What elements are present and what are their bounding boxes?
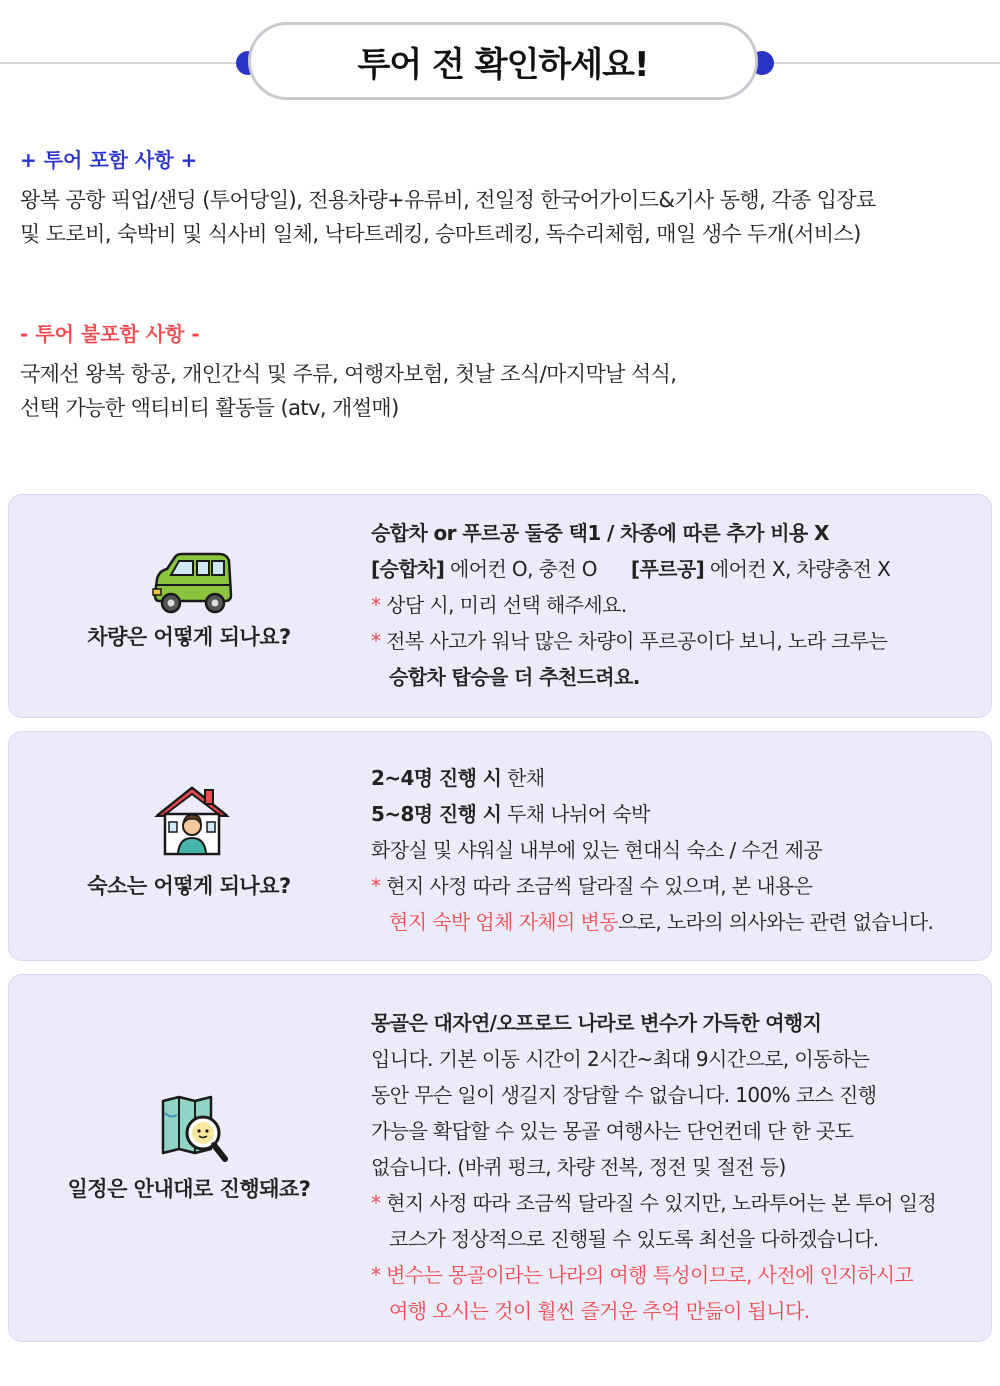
excluded-section [20,318,980,425]
vehicle-note-1 [371,587,971,623]
vehicle-option-van-label: [승합차] [371,557,445,581]
accommodation-note-2-highlight: 현지 숙박 업체 자체의 변동 [389,910,618,934]
vehicle-option-purgon-desc: 에어컨 X, 차량충전 X [704,557,891,581]
map-search-icon [149,1093,235,1167]
excluded-line-2: 선택 가능한 액티비티 활동들 (atv, 개썰매) [20,396,399,420]
accommodation-line-3: 화장실 및 샤워실 내부에 있는 현대식 숙소 / 수건 제공 [371,838,823,862]
vehicle-note-2 [371,623,971,659]
faq-question-vehicle: 차량은 어떻게 되나요? [87,625,291,649]
included-section [20,144,980,251]
faq-card-accommodation [8,731,992,961]
vehicle-line-1: 승합차 or 푸르공 둘중 택1 / 차종에 따른 추가 비용 X [371,521,829,545]
schedule-line-4: 가능을 확답할 수 있는 몽골 여행사는 단언컨데 단 한 곳도 [371,1119,854,1143]
page-header [0,0,1000,120]
faq-card-schedule [8,974,992,1342]
faq-card-vehicle [8,494,992,718]
accommodation-line-2-bold: 5~8명 진행 시 [371,802,502,826]
faq-answer-schedule [371,1005,971,1329]
faq-card-left [9,732,369,960]
schedule-note-4: 여행 오시는 것이 훨씬 즐거운 추억 만듦이 됩니다. [389,1299,810,1323]
vehicle-note-3: 승합차 탑승을 더 추천드려요. [389,665,640,689]
asterisk: * [371,874,381,898]
asterisk: * [371,1191,381,1215]
vehicle-note-2-text: 전복 사고가 워낙 많은 차량이 푸르공이다 보니, 노라 크루는 [380,629,888,653]
excluded-body [20,357,980,425]
included-line-2: 및 도로비, 숙박비 및 식사비 일체, 낙타트레킹, 승마트레킹, 독수리체험, 매일 생수 두개(서비스) [20,222,861,246]
schedule-note-1 [371,1185,971,1221]
faq-question-schedule: 일정은 안내대로 진행돼죠? [67,1177,311,1201]
accommodation-note-1-text: 현지 사정 따라 조금씩 달라질 수 있으며, 본 내용은 [380,874,813,898]
included-body [20,183,980,251]
asterisk: * [371,593,381,617]
van-icon [149,549,235,623]
accommodation-line-1-bold: 2~4명 진행 시 [371,766,502,790]
schedule-note-1-text: 현지 사정 따라 조금씩 달라질 수 있지만, 노라투어는 본 투어 일정 [380,1191,937,1215]
schedule-note-3: * 변수는 몽골이라는 나라의 여행 특성이므로, 사전에 인지하시고 [371,1263,914,1287]
schedule-line-1: 몽골은 대자연/오프로드 나라로 변수가 가득한 여행지 [371,1011,822,1035]
schedule-line-5: 없습니다. (바퀴 펑크, 차량 전복, 정전 및 절전 등) [371,1155,786,1179]
accommodation-line-2-text: 두채 나뉘어 숙박 [501,802,650,826]
included-line-1: 왕복 공항 픽업/샌딩 (투어당일), 전용차량+유류비, 전일정 한국어가이드&기사 동행, 각종 입장료 [20,188,876,212]
included-heading: + 투어 포함 사항 + [20,148,198,172]
faq-answer-accommodation [371,760,971,940]
schedule-line-3: 동안 무슨 일이 생길지 장담할 수 없습니다. 100% 코스 진행 [371,1083,877,1107]
excluded-heading: - 투어 불포함 사항 - [20,322,200,346]
vehicle-line-2 [371,551,971,587]
accommodation-note-2-text: 으로, 노라의 의사와는 관련 없습니다. [617,910,934,934]
faq-card-left [9,495,369,717]
schedule-note-2: 코스가 정상적으로 진행될 수 있도록 최선을 다하겠습니다. [389,1227,879,1251]
vehicle-option-van-desc: 에어컨 O, 충전 O [444,557,597,581]
accommodation-line-1 [371,760,971,796]
house-person-icon [149,784,235,858]
accommodation-note-1 [371,868,971,904]
accommodation-line-2 [371,796,971,832]
accommodation-note-2 [371,904,971,940]
asterisk: * [371,629,381,653]
schedule-line-2: 입니다. 기본 이동 시간이 2시간~최대 9시간으로, 이동하는 [371,1047,870,1071]
faq-card-left [9,975,369,1341]
page-title: 투어 전 확인하세요! [248,22,758,100]
faq-answer-vehicle [371,515,971,695]
accommodation-line-1-text: 한채 [501,766,545,790]
faq-question-accommodation: 숙소는 어떻게 되나요? [87,874,291,898]
vehicle-note-1-text: 상담 시, 미리 선택 해주세요. [380,593,627,617]
excluded-line-1: 국제선 왕복 항공, 개인간식 및 주류, 여행자보험, 첫날 조식/마지막날 석식, [20,362,677,386]
vehicle-option-purgon-label: [푸르공] [630,557,705,581]
